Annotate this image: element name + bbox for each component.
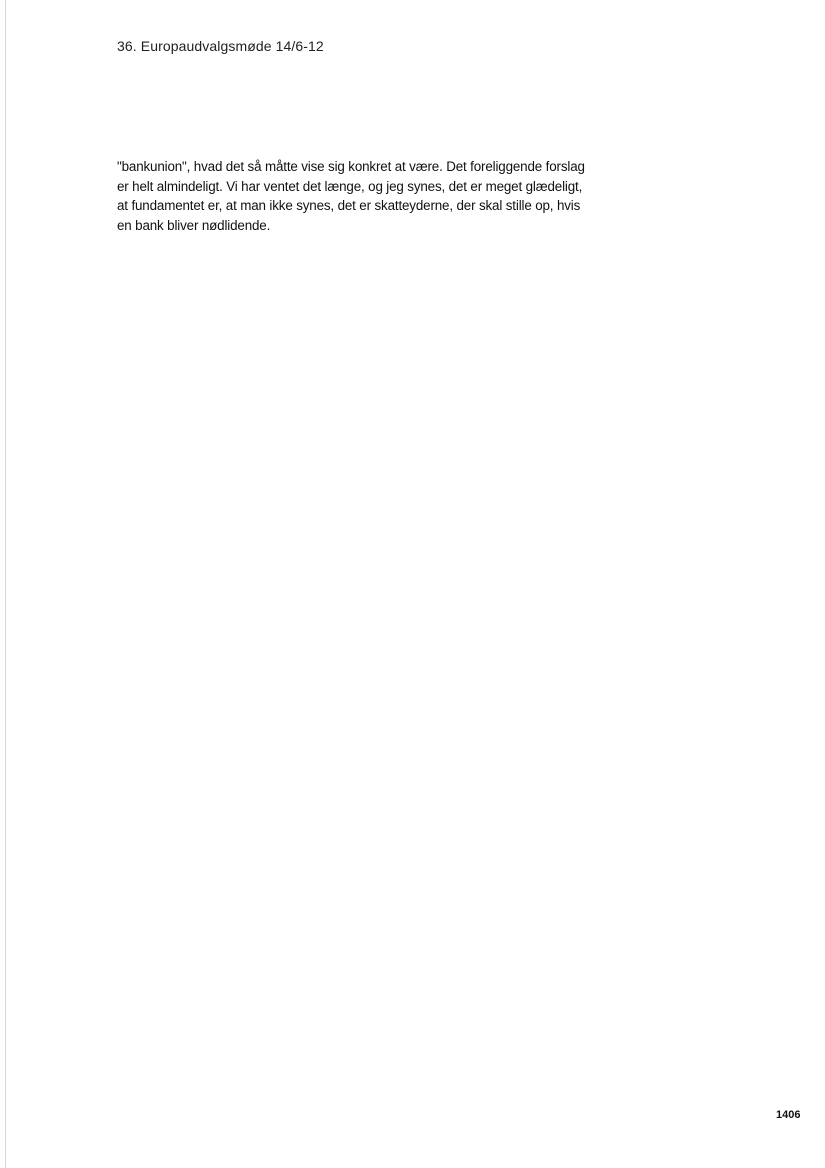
document-header: 36. Europaudvalgsmøde 14/6-12 xyxy=(117,38,324,54)
paragraph-line: er helt almindeligt. Vi har ventet det længe, og jeg synes, det er meget glædeligt, xyxy=(117,178,583,194)
body-paragraph xyxy=(117,157,617,235)
paragraph-line: "bankunion", hvad det så måtte vise sig konkret at være. Det foreliggende forslag xyxy=(117,159,585,174)
paragraph-line: at fundamentet er, at man ikke synes, det er skatteyderne, der skal stille op, hvis xyxy=(117,198,581,214)
paragraph-line: en bank bliver nødlidende. xyxy=(117,217,271,233)
page-edge-line xyxy=(5,0,6,1168)
page-number: 1406 xyxy=(776,1109,801,1121)
